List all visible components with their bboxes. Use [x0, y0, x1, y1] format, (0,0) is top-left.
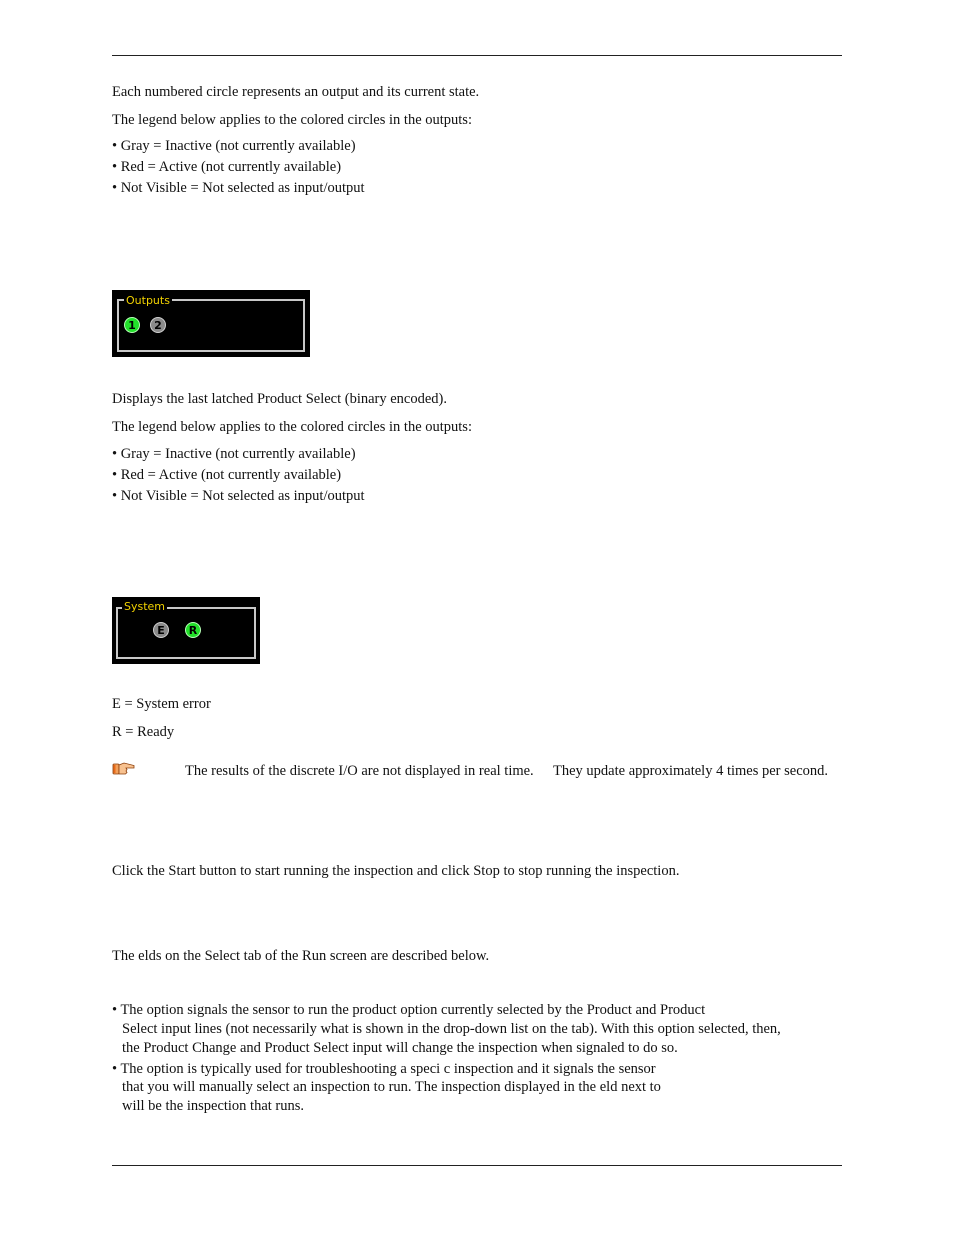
outputs-legend-red: • Red = Active (not currently available): [112, 159, 342, 175]
output-2-indicator: 2: [150, 317, 166, 333]
outputs-legend-intro: The legend below applies to the colored circles in the outputs:: [112, 112, 472, 128]
bullet1-line3: the Product Change and Product Select input will change the inspection when signaled to do so.: [122, 1040, 678, 1056]
note-text-part1: The results of the discrete I/O are not displayed in real time.: [185, 763, 534, 779]
bullet2-line1: • The option is typically used for troubleshooting a speci c inspection and it signals the sensor: [112, 1061, 656, 1077]
bullet2-line3: will be the inspection that runs.: [122, 1098, 305, 1114]
outputs-panel: [112, 290, 310, 357]
bullet1-line1: • The option signals the sensor to run the product option currently selected by the Product and Product: [112, 1002, 706, 1018]
product-intro: Displays the last latched Product Select (binary encoded).: [112, 391, 448, 407]
output-1-indicator: 1: [124, 317, 140, 333]
start-stop-text: Click the Start button to start running the inspection and click Stop to stop running the inspection.: [112, 863, 680, 879]
outputs-panel-label: Outputs: [126, 294, 170, 307]
system-panel-label: System: [124, 600, 166, 613]
header-rule: [112, 55, 842, 56]
product-legend-intro: The legend below applies to the colored circles in the outputs:: [112, 419, 472, 435]
pointing-hand-icon: [112, 760, 136, 776]
product-legend-red: • Red = Active (not currently available): [112, 467, 342, 483]
outputs-legend-not-visible: • Not Visible = Not selected as input/output: [112, 180, 365, 196]
system-ready-definition: R = Ready: [112, 724, 175, 740]
outputs-legend-gray: • Gray = Inactive (not currently available): [112, 138, 356, 154]
system-ready-indicator: R: [185, 622, 201, 638]
system-error-definition: E = System error: [112, 696, 211, 712]
note-text-part2: They update approximately 4 times per second.: [553, 763, 829, 779]
select-tab-intro: The elds on the Select tab of the Run screen are described below.: [112, 948, 490, 964]
bullet2-line2: that you will manually select an inspection to run. The inspection displayed in the eld next to: [122, 1079, 661, 1095]
outputs-intro: Each numbered circle represents an output and its current state.: [112, 84, 480, 100]
footer-rule: [112, 1165, 842, 1166]
system-error-indicator: E: [153, 622, 169, 638]
product-legend-gray: • Gray = Inactive (not currently available): [112, 446, 356, 462]
bullet1-line2: Select input lines (not necessarily what is shown in the drop-down list on the tab). With this option selected, then,: [122, 1021, 781, 1037]
product-legend-not-visible: • Not Visible = Not selected as input/output: [112, 488, 365, 504]
system-panel: [112, 597, 260, 664]
